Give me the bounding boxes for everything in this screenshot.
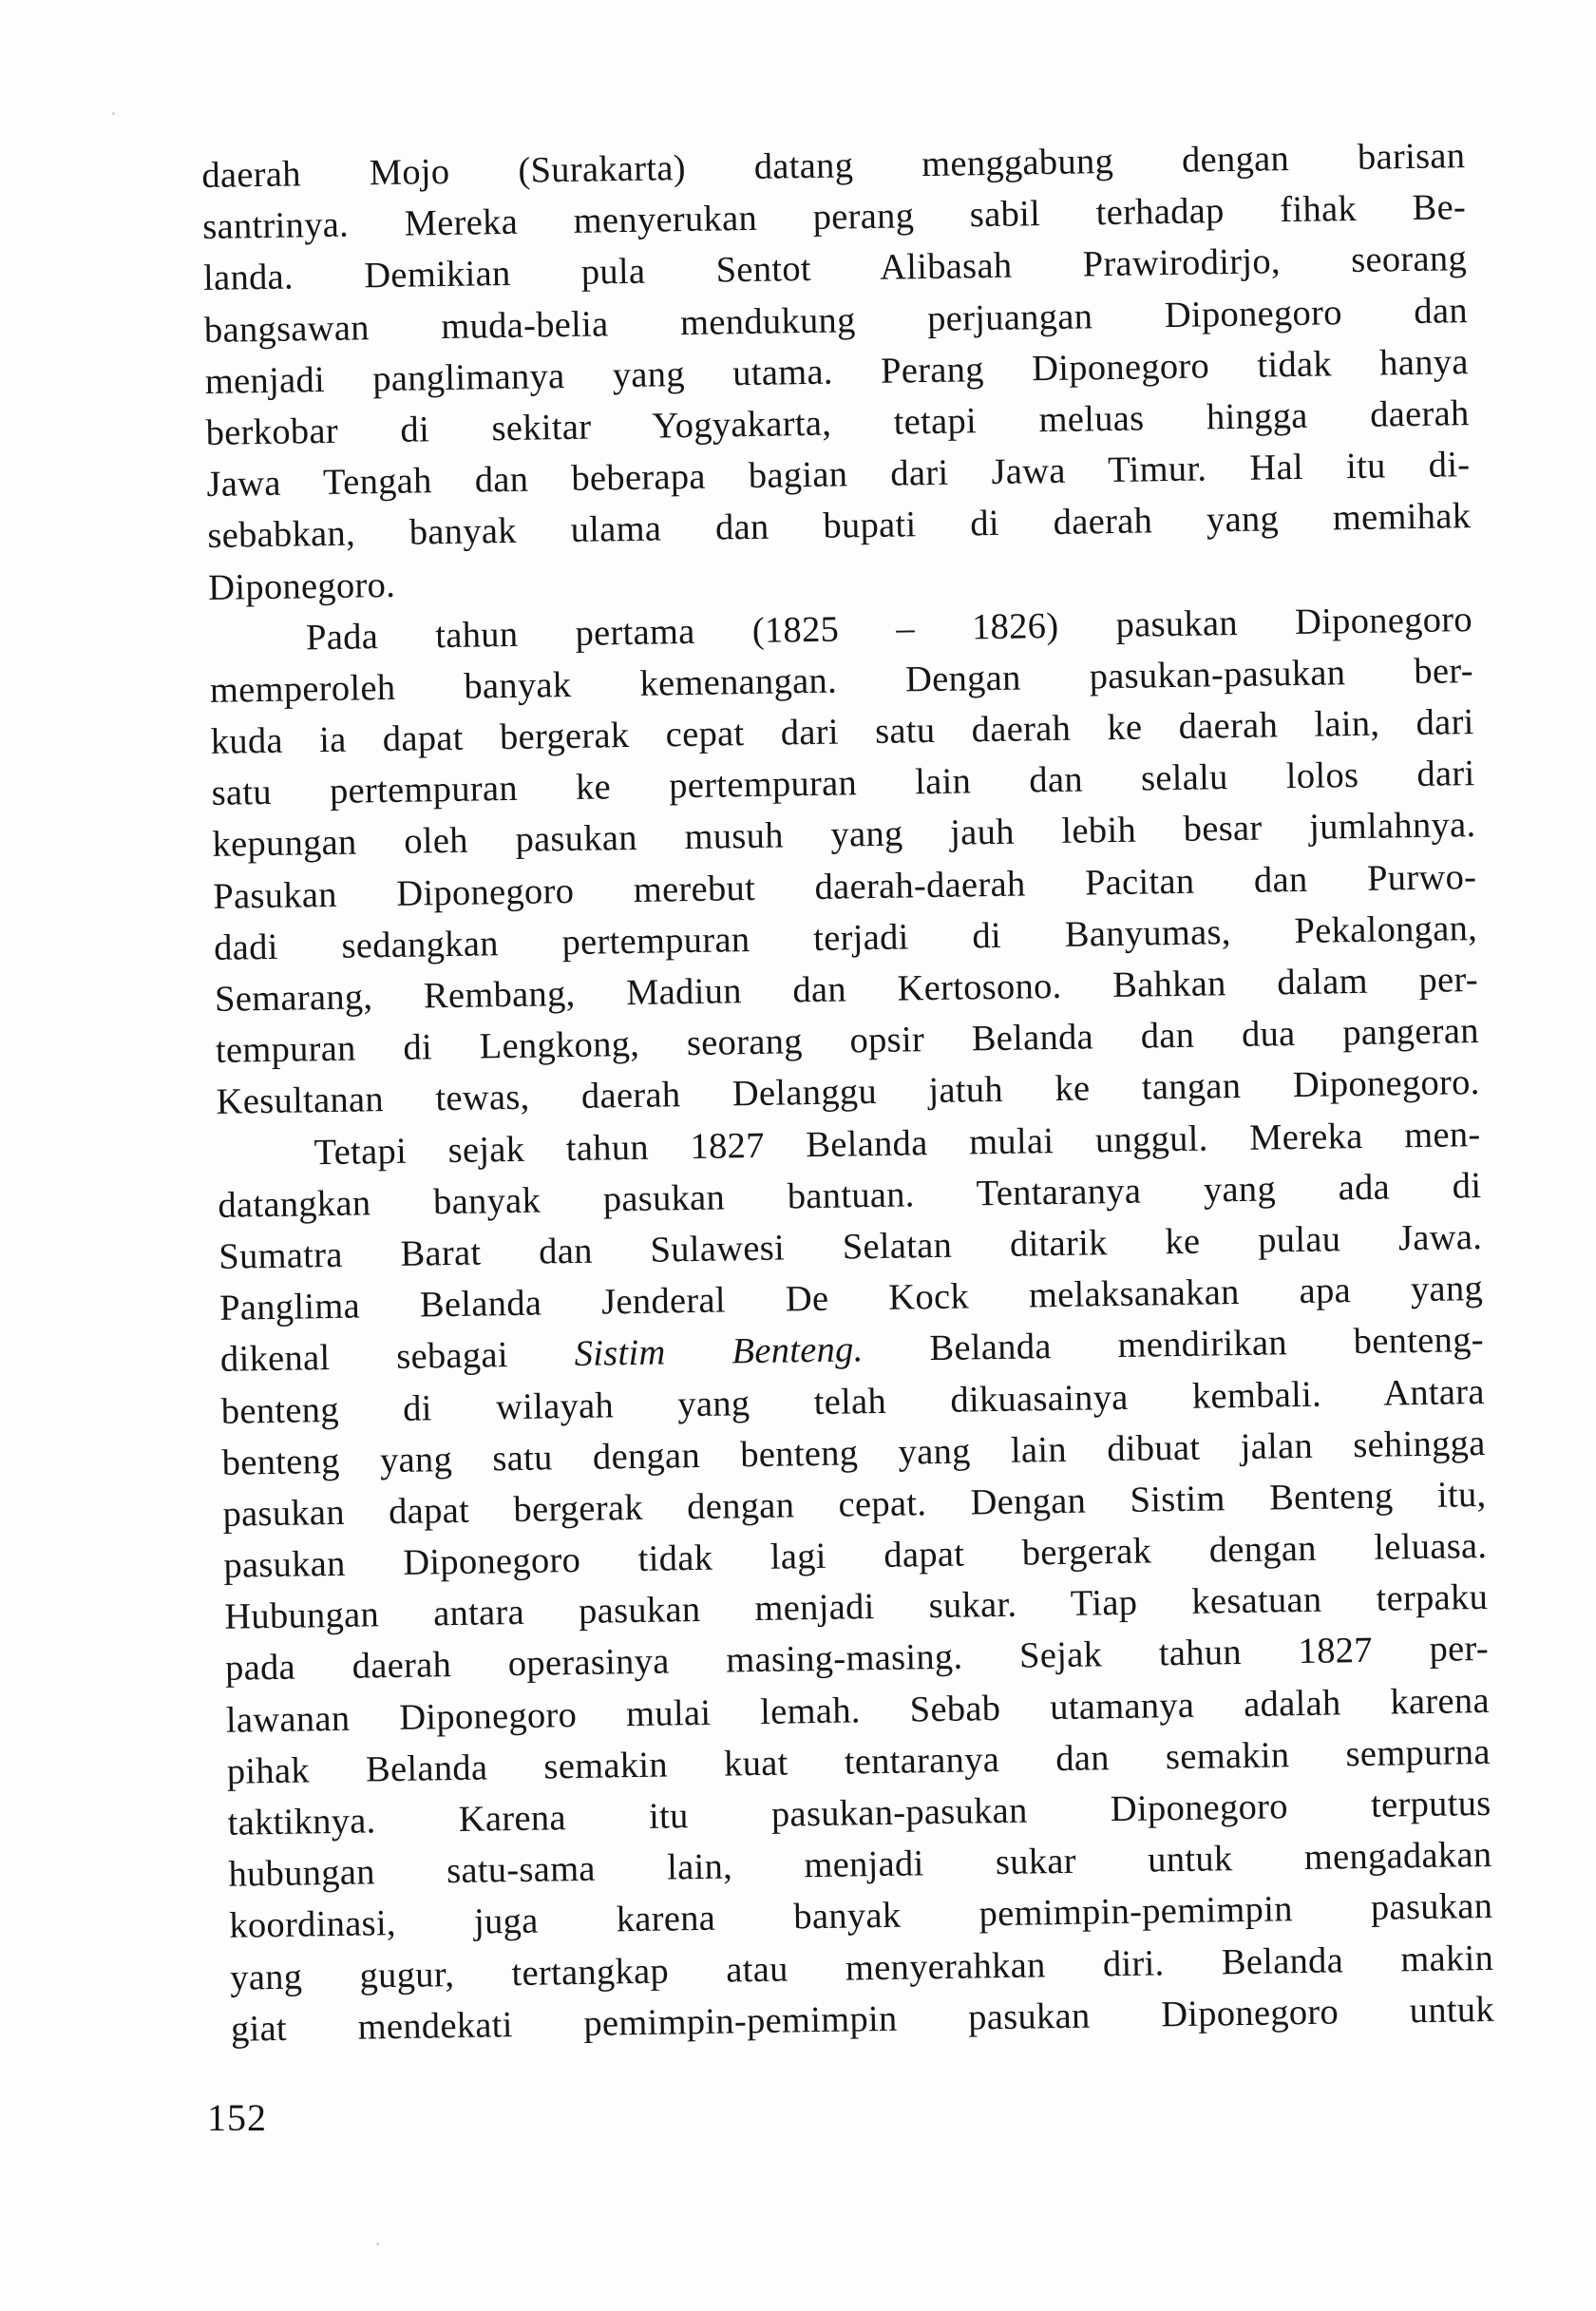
text-line: kuda ia dapat bergerak cepat dari satu daerah ke daerah lain, dari: [210, 702, 1474, 762]
text-line: taktiknya. Karena itu pasukan-pasukan Diponegoro terputus: [227, 1783, 1492, 1843]
text-segment: Belanda mendirikan benteng-: [863, 1320, 1485, 1370]
text-line: santrinya. Mereka menyerukan perang sabil terhadap fihak Be-: [201, 187, 1467, 248]
page-number: 152: [207, 2096, 267, 2139]
text-line: Jawa Tengah dan beberapa bagian dari Jawa Timur. Hal itu di-: [206, 445, 1471, 506]
text-line: satu pertempuran ke pertempuran lain dan selalu lolos dari: [211, 754, 1475, 814]
text-line: menjadi panglimanya yang utama. Perang Diponegoro tidak hanya: [204, 341, 1469, 402]
text-line: Kesultanan tewas, daerah Delanggu jatuh ke tangan Diponegoro.: [216, 1062, 1480, 1123]
text-line: lawanan Diponegoro mulai lemah. Sebab utamanya adalah karena: [225, 1680, 1491, 1741]
paragraph-1: [201, 130, 1472, 614]
text-line: berkobar di sekitar Yogyakarta, tetapi meluas hingga daerah: [205, 393, 1470, 453]
text-line: memperoleh banyak kemenangan. Dengan pasukan-pasukan ber-: [209, 650, 1474, 711]
text-line: datangkan banyak pasukan bantuan. Tentaranya yang ada di: [218, 1165, 1482, 1226]
text-line: Semarang, Rembang, Madiun dan Kertosono. Bahkan dalam per-: [214, 960, 1479, 1020]
text-line: tempuran di Lengkong, seorang opsir Belanda dan dua pangeran: [215, 1011, 1480, 1072]
text-line: landa. Demikian pula Sentot Alibasah Prawirodirjo, seorang: [202, 239, 1468, 299]
text-line: pasukan dapat bergerak dengan cepat. Dengan Sistim Benteng itu,: [222, 1474, 1487, 1535]
text-line: Hubungan antara pasukan menjadi sukar. Tiap kesatuan terpaku: [223, 1577, 1489, 1638]
text-line: hubungan satu-sama lain, menjadi sukar untuk mengadakan: [228, 1835, 1492, 1895]
text-line: yang gugur, tertangkap atau menyerahkan diri. Belanda makin: [229, 1938, 1494, 1998]
text-line: giat mendekati pemimpin-pemimpin pasukan Diponegoro untuk: [230, 1989, 1495, 2050]
italic-term: Sistim Benteng.: [574, 1329, 864, 1375]
text-line: Tetapi sejak tahun 1827 Belanda mulai unggul. Mereka men-: [314, 1114, 1481, 1173]
text-line: daerah Mojo (Surakarta) datang menggabung dengan barisan: [201, 136, 1466, 196]
text-line: koordinasi, juga karena banyak pemimpin-pemimpin pasukan: [229, 1886, 1493, 1947]
text-line: bangsawan muda-belia mendukung perjuangan Diponegoro dan: [203, 290, 1469, 351]
text-line: dadi sedangkan pertempuran terjadi di Banyumas, Pekalongan,: [213, 907, 1478, 968]
paragraph-3: [217, 1109, 1494, 2055]
text-line: kepungan oleh pasukan musuh yang jauh lebih besar jumlahnya.: [212, 805, 1476, 866]
text-line: pasukan Diponegoro tidak lagi dapat bergerak dengan leluasa.: [223, 1525, 1488, 1586]
text-line: Sumatra Barat dan Sulawesi Selatan ditarik ke pulau Jawa.: [218, 1216, 1483, 1277]
scan-speck: [376, 2243, 379, 2245]
text-line: pada daerah operasinya masing-masing. Sejak tahun 1827 per-: [224, 1629, 1490, 1690]
text-segment: dikenal sebagai: [219, 1334, 576, 1381]
text-line: Pasukan Diponegoro merebut daerah-daerah Pacitan dan Purwo-: [213, 856, 1477, 917]
text-line: pihak Belanda semakin kuat tentaranya dan semakin sempurna: [226, 1731, 1491, 1792]
text-line: benteng di wilayah yang telah dikuasainya kembali. Antara: [220, 1371, 1486, 1432]
scan-speck: [112, 112, 115, 115]
paragraph-2: [209, 594, 1480, 1129]
text-line: Panglima Belanda Jenderal De Kock melaksanakan apa yang: [218, 1269, 1484, 1328]
body-text: [201, 130, 1494, 2055]
text-line: Pada tahun pertama (1825 – 1826) pasukan Diponegoro: [305, 599, 1473, 659]
text-line: sebabkan, banyak ulama dan bupati di daerah yang memihak: [207, 496, 1472, 557]
text-line: benteng yang satu dengan benteng yang lain dibuat jalan sehingga: [221, 1423, 1486, 1483]
text-line: Diponegoro.: [207, 564, 396, 608]
